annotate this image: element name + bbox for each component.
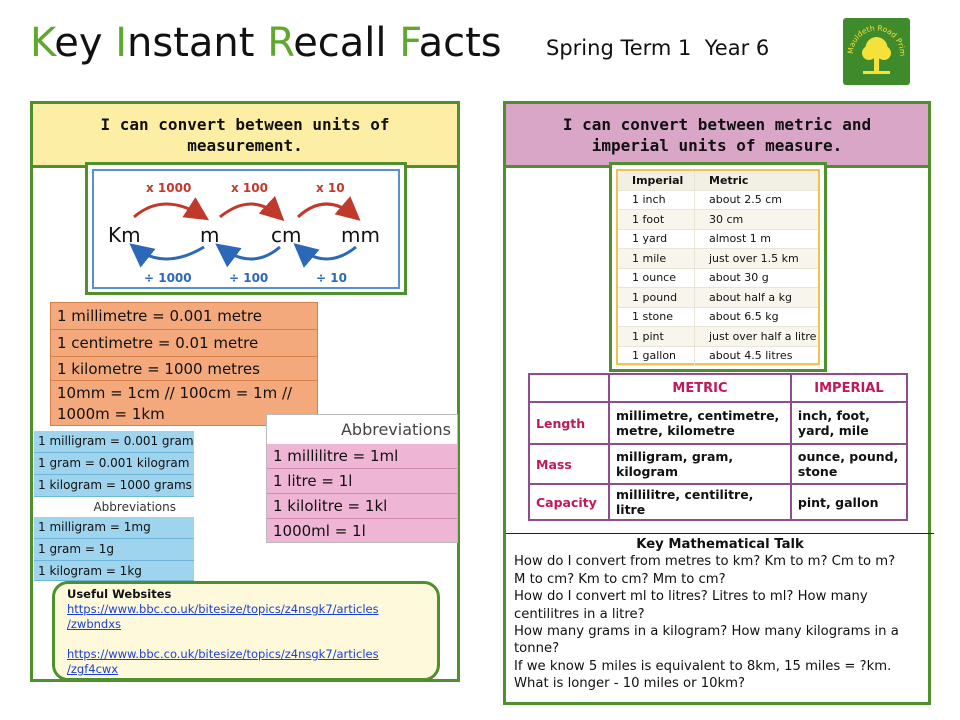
metric-cell: about half a kg <box>695 288 819 308</box>
arrow-m-km <box>134 247 204 259</box>
table-row <box>618 346 818 366</box>
mass-fact-row: 1 gram = 0.001 kilogram <box>34 453 194 475</box>
table-row <box>529 444 907 484</box>
title-letter-i: I <box>115 20 128 66</box>
volume-fact-row: 1 kilolitre = 1kl <box>267 494 457 519</box>
tree-icon <box>843 18 910 85</box>
empty-corner-cell <box>529 374 609 402</box>
multiplier-10: x 10 <box>316 181 345 195</box>
arrow-km-m <box>134 204 204 217</box>
divisor-10: ÷ 10 <box>316 271 347 285</box>
table-row <box>618 249 818 269</box>
metric-cell: about 2.5 cm <box>695 190 819 210</box>
conversion-diagram <box>92 169 400 289</box>
talk-line: tonne? <box>514 641 560 657</box>
left-panel-heading <box>33 104 457 168</box>
imperial-cell: 1 foot <box>618 210 695 230</box>
imperial-table-frame <box>609 162 827 372</box>
imperial-table-header <box>618 171 818 190</box>
table-row <box>618 307 818 327</box>
capacity-metric-units: millilitre, centilitre, litre <box>609 484 791 520</box>
metric-cell: about 6.5 kg <box>695 307 819 327</box>
mass-fact-row: 1 milligram = 0.001 gram <box>34 431 194 453</box>
table-row <box>618 210 818 230</box>
term-year-label <box>546 36 769 60</box>
talk-line: If we know 5 miles is equivalent to 8km, 15 miles = ?km. <box>514 658 892 674</box>
length-fact-row: 10mm = 1cm // 100cm = 1m // <box>51 381 317 405</box>
website-link-1[interactable] <box>67 602 379 631</box>
page-title <box>30 18 502 68</box>
website-link-2-line-1: https://www.bbc.co.uk/bitesize/topics/z4nsgk7/articles <box>67 647 379 661</box>
title-word-2: nstant <box>127 20 268 66</box>
imperial-cell: 1 pint <box>618 327 695 347</box>
right-heading-text: I can convert between metric and imperial units of measure. <box>562 114 872 155</box>
table-row <box>529 374 907 402</box>
talk-line: How do I convert ml to litres? Litres to ml? How many <box>514 589 868 605</box>
imperial-cell: 1 inch <box>618 190 695 210</box>
length-imperial-units: inch, foot, yard, mile <box>791 402 907 444</box>
unit-km: Km <box>108 223 141 247</box>
table-row <box>618 268 818 288</box>
arrow-cm-mm <box>298 204 356 217</box>
metric-header: Metric <box>695 171 819 190</box>
unit-cm: cm <box>271 223 302 247</box>
metric-cell: just over half a litre <box>695 327 819 347</box>
length-label: Length <box>529 402 609 444</box>
arrow-m-cm <box>220 204 280 217</box>
table-row <box>618 327 818 347</box>
title-word-4: acts <box>418 20 502 66</box>
mass-abbrev-title: Abbreviations <box>34 497 194 517</box>
table-row <box>529 484 907 520</box>
right-panel-heading <box>506 104 928 168</box>
table-row <box>618 288 818 308</box>
multiplier-1000: x 1000 <box>146 181 192 195</box>
arrow-cm-m <box>220 247 280 259</box>
table-row <box>618 229 818 249</box>
imperial-cell: 1 pound <box>618 288 695 308</box>
key-mathematical-talk <box>514 536 926 693</box>
talk-line: What is longer - 10 miles or 10km? <box>514 676 745 692</box>
length-fact-row: 1 centimetre = 0.01 metre <box>51 330 317 357</box>
volume-facts-box <box>266 414 458 543</box>
mass-imperial-units: ounce, pound, stone <box>791 444 907 484</box>
unit-mm: mm <box>341 223 380 247</box>
length-fact-row: 1 millimetre = 0.001 metre <box>51 303 317 330</box>
website-link-2[interactable] <box>67 647 379 676</box>
mass-label: Mass <box>529 444 609 484</box>
arrow-mm-cm <box>298 247 356 259</box>
talk-divider <box>506 533 934 534</box>
imperial-column-header: IMPERIAL <box>791 374 907 402</box>
mass-metric-units: milligram, gram, kilogram <box>609 444 791 484</box>
talk-line: centilitres in a litre? <box>514 606 645 622</box>
length-fact-row: 1 kilometre = 1000 metres <box>51 357 317 381</box>
website-link-1-line-1: https://www.bbc.co.uk/bitesize/topics/z4nsgk7/articles <box>67 602 379 616</box>
title-word-3: ecall <box>293 20 400 66</box>
divisor-100: ÷ 100 <box>229 271 269 285</box>
imperial-table <box>618 171 818 366</box>
title-letter-f: F <box>399 20 419 66</box>
title-letter-k: K <box>30 20 55 66</box>
talk-line: M to cm? Km to cm? Mm to cm? <box>514 571 726 587</box>
measure-type-table <box>528 373 908 521</box>
title-word-1: ey <box>54 20 116 66</box>
mass-abbrev-row: 1 gram = 1g <box>34 539 194 561</box>
capacity-label: Capacity <box>529 484 609 520</box>
imperial-table-inner <box>616 169 820 365</box>
metric-column-header: METRIC <box>609 374 791 402</box>
divisor-1000: ÷ 1000 <box>144 271 192 285</box>
useful-websites-box <box>52 581 440 681</box>
website-link-1-line-2: /zwbndxs <box>67 617 122 631</box>
mass-abbrev-row: 1 kilogram = 1kg <box>34 561 194 581</box>
mass-facts-box <box>34 431 194 581</box>
website-link-2-line-2: /zgf4cwx <box>67 662 119 676</box>
metric-cell: about 30 g <box>695 268 819 288</box>
year-label: Year 6 <box>704 36 770 60</box>
imperial-cell: 1 ounce <box>618 268 695 288</box>
metric-cell: just over 1.5 km <box>695 249 819 269</box>
mass-fact-row: 1 kilogram = 1000 grams <box>34 475 194 497</box>
imperial-cell: 1 gallon <box>618 346 695 366</box>
table-row <box>529 402 907 444</box>
logo-text: Mauldeth Road Prim <box>845 23 908 57</box>
talk-line: How many grams in a kilogram? How many kilograms in a <box>514 624 899 640</box>
unit-m: m <box>200 223 220 247</box>
imperial-cell: 1 yard <box>618 229 695 249</box>
length-facts-box <box>50 302 318 426</box>
multiplier-100: x 100 <box>231 181 268 195</box>
metric-cell: almost 1 m <box>695 229 819 249</box>
volume-fact-row: 1 millilitre = 1ml <box>267 444 457 469</box>
talk-title: Key Mathematical Talk <box>636 537 804 552</box>
title-letter-r: R <box>267 20 294 66</box>
capacity-imperial-units: pint, gallon <box>791 484 907 520</box>
length-fact-row: 1000m = 1km <box>51 403 317 425</box>
volume-fact-row: 1000ml = 1l <box>267 519 457 542</box>
conversion-diagram-frame <box>85 162 407 295</box>
imperial-cell: 1 mile <box>618 249 695 269</box>
volume-abbrev-title: Abbreviations <box>267 415 457 444</box>
metric-cell: 30 cm <box>695 210 819 230</box>
left-heading-text: I can convert between units of measurement. <box>100 114 390 155</box>
length-metric-units: millimetre, centimetre, metre, kilometre <box>609 402 791 444</box>
school-logo <box>843 18 910 85</box>
table-row <box>618 190 818 210</box>
term-label: Spring Term 1 <box>546 36 692 60</box>
imperial-header: Imperial <box>618 171 695 190</box>
mass-abbrev-row: 1 milligram = 1mg <box>34 517 194 539</box>
imperial-cell: 1 stone <box>618 307 695 327</box>
talk-line: How do I convert from metres to km? Km to m? Cm to m? <box>514 554 896 570</box>
metric-cell: about 4.5 litres <box>695 346 819 366</box>
websites-title: Useful Websites <box>67 587 172 601</box>
volume-fact-row: 1 litre = 1l <box>267 469 457 494</box>
